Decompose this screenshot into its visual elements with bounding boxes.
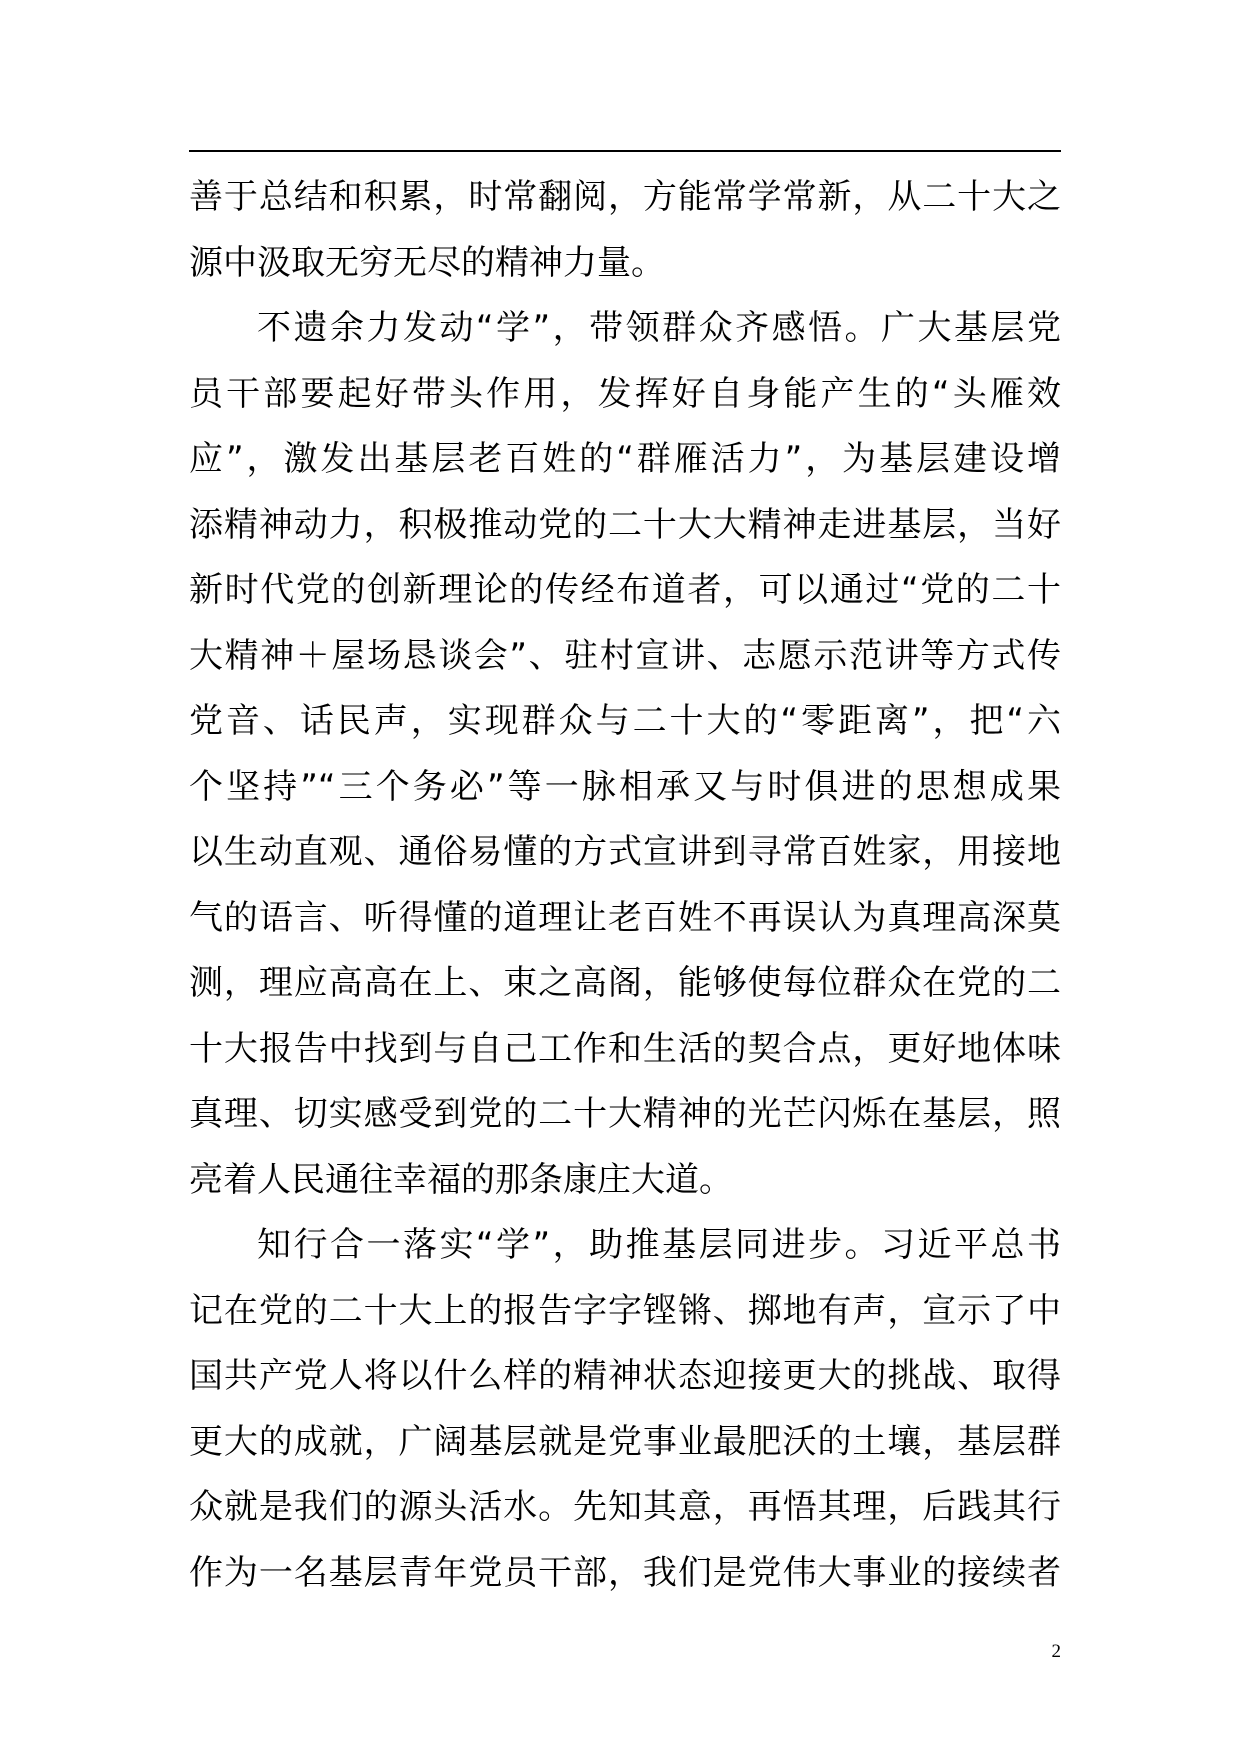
paragraph-line: 善于总结和积累，时常翻阅，方能常学常新，从二十大之 (189, 177, 1061, 217)
header-rule (189, 150, 1061, 152)
paragraph-line: 国共产党人将以什么样的精神状态迎接更大的挑战、取得 (189, 1356, 1061, 1396)
paragraph-line: 不遗余力发动“学”，带领群众齐感悟。广大基层党 (257, 308, 1061, 348)
paragraph-line: 知行合一落实“学”，助推基层同进步。习近平总书 (257, 1225, 1061, 1265)
paragraph-line: 大精神＋屋场恳谈会”、驻村宣讲、志愿示范讲等方式传 (189, 635, 1061, 676)
paragraph-line: 更大的成就，广阔基层就是党事业最肥沃的土壤，基层群 (189, 1421, 1061, 1462)
body-text (189, 165, 1061, 1606)
paragraph-line: 新时代党的创新理论的传经布道者，可以通过“党的二十 (189, 570, 1061, 610)
paragraph-line: 党音、话民声，实现群众与二十大的“零距离”，把“六 (189, 701, 1061, 741)
paragraph-line: 源中汲取无穷无尽的精神力量。 (189, 242, 665, 283)
paragraph-line: 众就是我们的源头活水。先知其意，再悟其理，后践其行 (189, 1487, 1061, 1527)
paragraph-line: 十大报告中找到与自己工作和生活的契合点，更好地体味 (189, 1028, 1061, 1069)
paragraph-line: 应”，激发出基层老百姓的“群雁活力”，为基层建设增 (189, 439, 1061, 479)
paragraph-line: 员干部要起好带头作用，发挥好自身能产生的“头雁效 (189, 373, 1061, 414)
paragraph-line: 测，理应高高在上、束之高阁，能够使每位群众在党的二 (189, 963, 1061, 1003)
paragraph-line: 以生动直观、通俗易懂的方式宣讲到寻常百姓家，用接地 (189, 832, 1061, 872)
paragraph-line: 个坚持”“三个务必”等一脉相承又与时俱进的思想成果 (189, 766, 1061, 807)
paragraph-line: 作为一名基层青年党员干部，我们是党伟大事业的接续者 (189, 1552, 1061, 1593)
paragraph-line: 气的语言、听得懂的道理让老百姓不再误认为真理高深莫 (189, 897, 1061, 938)
paragraph-line: 亮着人民通往幸福的那条康庄大道。 (189, 1159, 733, 1200)
paragraph-line: 添精神动力，积极推动党的二十大大精神走进基层，当好 (189, 504, 1061, 545)
paragraph-line: 记在党的二十大上的报告字字铿锵、掷地有声，宣示了中 (189, 1290, 1061, 1331)
paragraph-line: 真理、切实感受到党的二十大精神的光芒闪烁在基层，照 (189, 1094, 1061, 1134)
page-number: 2 (1051, 1641, 1061, 1662)
